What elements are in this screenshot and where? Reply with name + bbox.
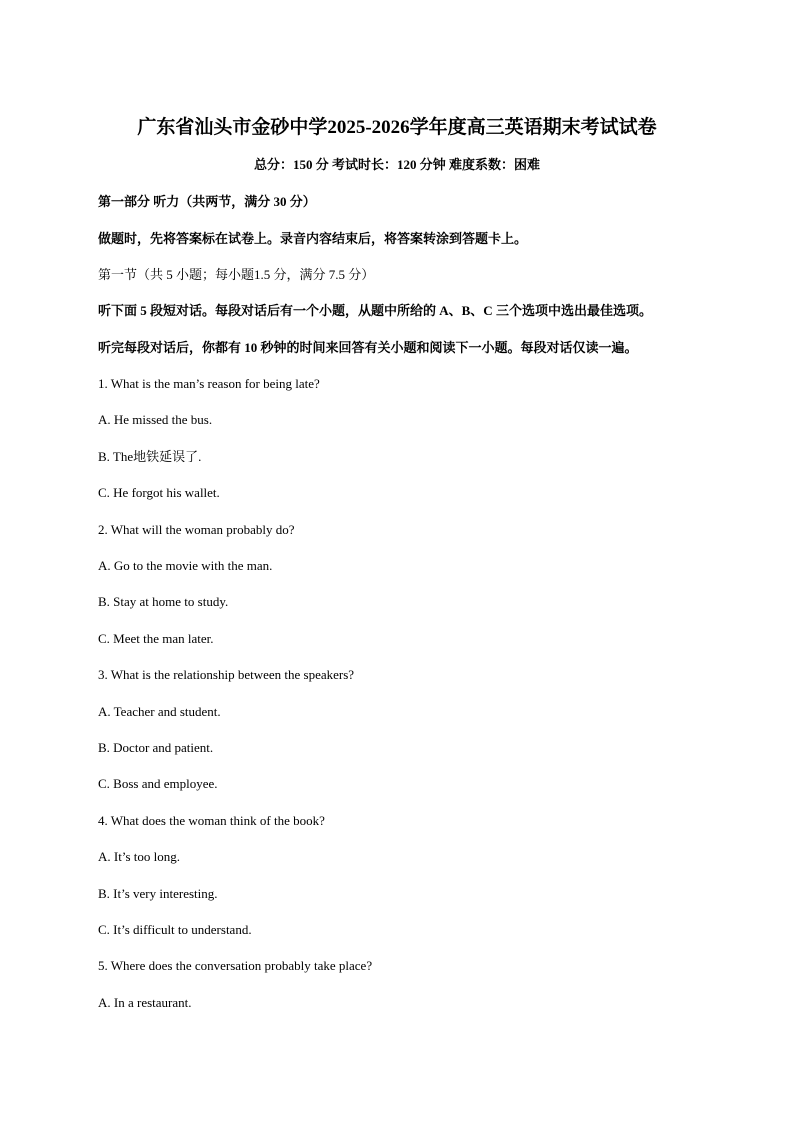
question-option: B. The地铁延误了. bbox=[98, 449, 202, 464]
question-stem: 4. What does the woman think of the book? bbox=[98, 813, 325, 828]
question-stem: 2. What will the woman probably do? bbox=[98, 522, 295, 537]
question-option: A. Teacher and student. bbox=[98, 704, 221, 719]
question-option: B. Stay at home to study. bbox=[98, 594, 229, 609]
question-option: B. Doctor and patient. bbox=[98, 740, 214, 755]
section-one-heading: 第一节（共 5 小题；每小题1.5 分，满分 7.5 分） bbox=[98, 267, 375, 282]
section-one-instruction-1: 听下面 5 段短对话。每段对话后有一个小题，从题中所给的 A、B、C 三个选项中选出最佳选项。 bbox=[98, 303, 652, 318]
question-option: C. It’s difficult to understand. bbox=[98, 922, 252, 937]
part-one-heading: 第一部分 听力（共两节，满分 30 分） bbox=[98, 194, 316, 209]
question-stem: 5. Where does the conversation probably take place? bbox=[98, 958, 373, 973]
exam-title: 广东省汕头市金砂中学2025-2026学年度高三英语期末考试试卷 bbox=[137, 117, 657, 138]
question-option: A. It’s too long. bbox=[98, 849, 180, 864]
exam-info: 总分：150 分 考试时长：120 分钟 难度系数：困难 bbox=[253, 157, 540, 172]
question-stem: 1. What is the man’s reason for being late? bbox=[98, 376, 320, 391]
question-option: A. In a restaurant. bbox=[98, 995, 192, 1010]
section-one-instruction-2: 听完每段对话后，你都有 10 秒钟的时间来回答有关小题和阅读下一小题。每段对话仅读一遍。 bbox=[98, 340, 638, 355]
question-option: B. It’s very interesting. bbox=[98, 886, 218, 901]
question-option: C. Boss and employee. bbox=[98, 776, 218, 791]
question-stem: 3. What is the relationship between the speakers? bbox=[98, 667, 355, 682]
question-option: A. Go to the movie with the man. bbox=[98, 558, 273, 573]
part-one-instruction: 做题时，先将答案标在试卷上。录音内容结束后，将答案转涂到答题卡上。 bbox=[98, 231, 528, 246]
question-option: C. Meet the man later. bbox=[98, 631, 214, 646]
question-option: C. He forgot his wallet. bbox=[98, 485, 220, 500]
question-option: A. He missed the bus. bbox=[98, 412, 213, 427]
